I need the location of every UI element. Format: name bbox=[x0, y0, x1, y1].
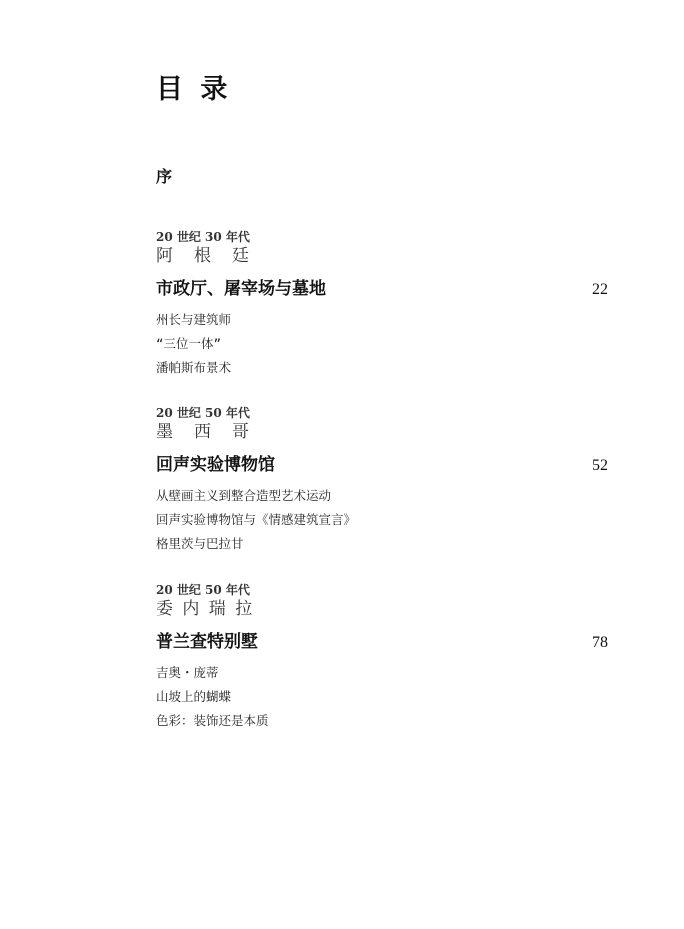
subsection-item[interactable]: “三位一体” bbox=[156, 336, 222, 351]
subsection-list bbox=[156, 661, 608, 733]
section-era: 20 世纪 50 年代 bbox=[156, 406, 250, 420]
subsection-item[interactable]: 山坡上的蝴蝶 bbox=[156, 689, 232, 704]
chapter-title[interactable]: 回声实验博物馆 bbox=[156, 455, 275, 475]
page-number: 52 bbox=[592, 457, 608, 474]
chapter-row[interactable] bbox=[156, 453, 608, 477]
subsection-item[interactable]: 从壁画主义到整合造型艺术运动 bbox=[156, 488, 332, 503]
preface-entry[interactable]: 序 bbox=[156, 167, 173, 186]
toc-section-mexico bbox=[156, 406, 608, 556]
chapter-row[interactable] bbox=[156, 630, 608, 654]
toc-title: 目 录 bbox=[156, 74, 232, 105]
chapter-title[interactable]: 市政厅、屠宰场与墓地 bbox=[156, 279, 326, 299]
subsection-list bbox=[156, 308, 608, 380]
section-country: 墨 西 哥 bbox=[156, 422, 251, 442]
toc-section-argentina bbox=[156, 230, 608, 380]
page-number: 78 bbox=[592, 634, 608, 651]
subsection-item[interactable]: 吉奥・庞蒂 bbox=[156, 665, 219, 680]
page-number: 22 bbox=[592, 281, 608, 298]
subsection-item[interactable]: 色彩：装饰还是本质 bbox=[156, 713, 269, 728]
subsection-item[interactable]: 州长与建筑师 bbox=[156, 312, 232, 327]
section-era: 20 世纪 50 年代 bbox=[156, 583, 250, 597]
chapter-row[interactable] bbox=[156, 277, 608, 301]
toc-section-venezuela bbox=[156, 583, 608, 733]
subsection-list bbox=[156, 484, 608, 556]
section-country: 委 内 瑞 拉 bbox=[156, 599, 255, 619]
subsection-item[interactable]: 回声实验博物馆与《情感建筑宣言》 bbox=[156, 512, 357, 527]
chapter-title[interactable]: 普兰查特别墅 bbox=[156, 632, 258, 652]
subsection-item[interactable]: 潘帕斯布景术 bbox=[156, 360, 232, 375]
section-era: 20 世纪 30 年代 bbox=[156, 230, 250, 244]
subsection-item[interactable]: 格里茨与巴拉甘 bbox=[156, 536, 244, 551]
section-country: 阿 根 廷 bbox=[156, 246, 251, 266]
